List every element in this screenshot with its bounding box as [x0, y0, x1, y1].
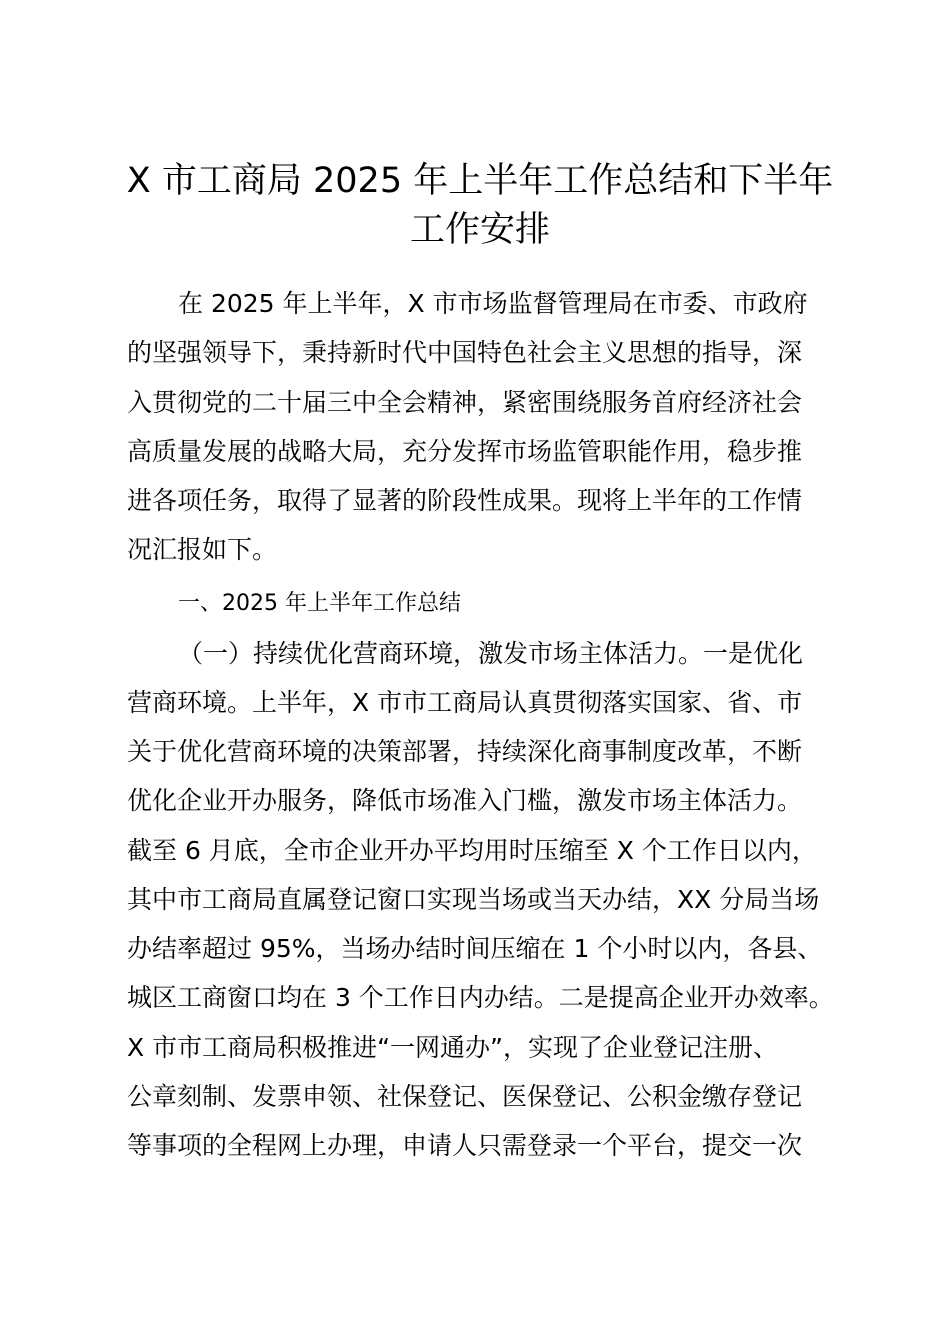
paragraph-body-line-6: 其中市工商局直属登记窗口实现当场或当天办结，XX 分局当场 [127, 885, 820, 914]
paragraph-body-line-4: 优化企业开办服务，降低市场准入门槛，激发市场主体活力。 [127, 786, 803, 815]
paragraph-body-line-1: （一）持续优化营商环境，激发市场主体活力。一是优化 [178, 639, 804, 668]
paragraph-body-line-11: 等事项的全程网上办理，申请人只需登录一个平台，提交一次 [127, 1131, 803, 1160]
paragraph-body-line-8: 城区工商窗口均在 3 个工作日内办结。二是提高企业开办效率。 [127, 983, 834, 1012]
document-title-line-1: X 市工商局 2025 年上半年工作总结和下半年 [126, 161, 834, 201]
paragraph-intro-line-2: 的坚强领导下，秉持新时代中国特色社会主义思想的指导，深 [127, 338, 803, 367]
paragraph-body-line-2: 营商环境。上半年，X 市市工商局认真贯彻落实国家、省、市 [127, 688, 803, 717]
paragraph-intro-line-1: 在 2025 年上半年，X 市市场监督管理局在市委、市政府 [178, 289, 808, 318]
paragraph-body-line-9: X 市市工商局积极推进“一网通办”，实现了企业登记注册、 [127, 1033, 778, 1062]
paragraph-body-line-3: 关于优化营商环境的决策部署，持续深化商事制度改革，不断 [127, 737, 803, 766]
paragraph-body-line-10: 公章刻制、发票申领、社保登记、医保登记、公积金缴存登记 [127, 1082, 803, 1111]
section-heading-1: 一、2025 年上半年工作总结 [178, 591, 461, 616]
document-title-line-2: 工作安排 [409, 210, 550, 250]
paragraph-body-line-7: 办结率超过 95%，当场办结时间压缩在 1 个小时以内，各县、 [127, 934, 823, 963]
paragraph-intro-line-3: 入贯彻党的二十届三中全会精神，紧密围绕服务首府经济社会 [127, 388, 803, 417]
paragraph-intro-line-4: 高质量发展的战略大局，充分发挥市场监管职能作用，稳步推 [127, 437, 803, 466]
paragraph-intro-line-6: 况汇报如下。 [127, 535, 278, 564]
paragraph-body-line-5: 截至 6 月底，全市企业开办平均用时压缩至 X 个工作日以内， [127, 836, 817, 865]
paragraph-intro-line-5: 进各项任务，取得了显著的阶段性成果。现将上半年的工作情 [127, 486, 803, 515]
